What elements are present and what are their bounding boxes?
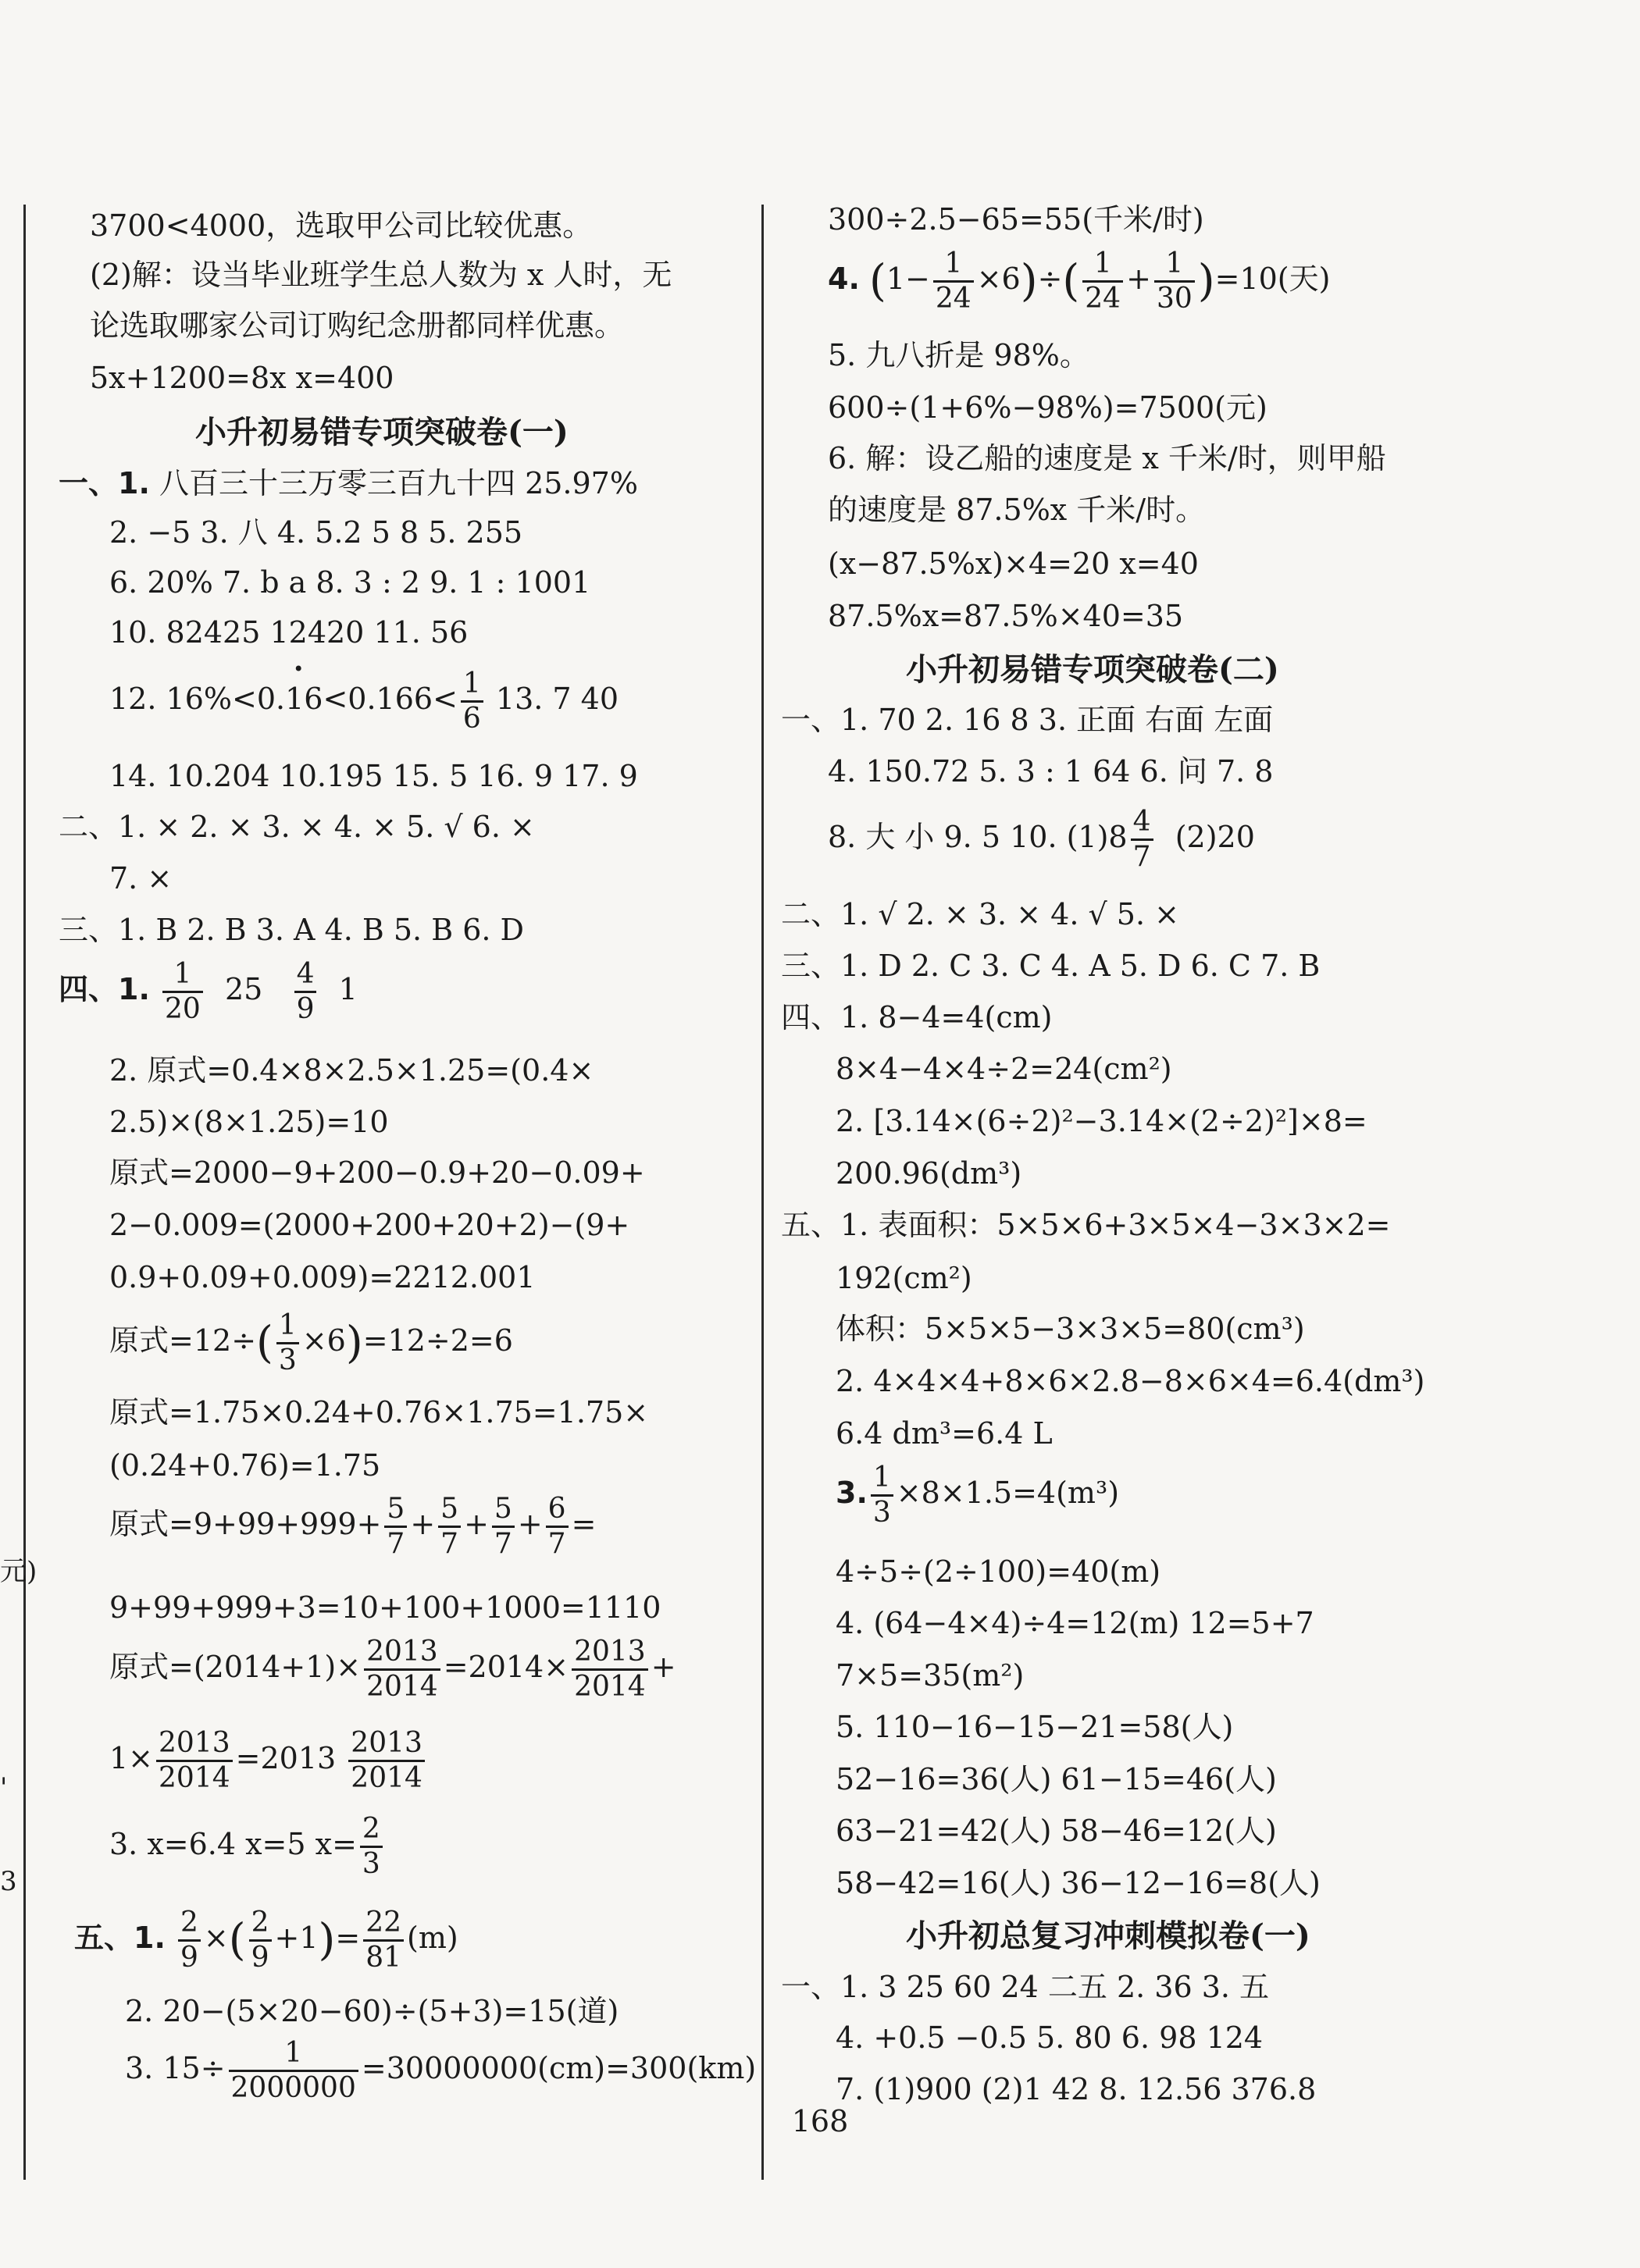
numerator: 1	[162, 960, 203, 993]
numerator: 1	[933, 250, 974, 283]
calc-line: 8×4−4×4÷2=24(cm²)	[836, 1052, 1172, 1086]
question-number: 五、1.	[74, 1921, 166, 1955]
calc-text: ×6	[301, 1323, 346, 1358]
numerator: 1	[229, 2039, 358, 2072]
fraction	[178, 1909, 201, 1972]
answer-line	[59, 468, 638, 498]
answer-line: 4. +0.5 −0.5 5. 80 6. 98 124	[836, 2021, 1264, 2055]
numerator: 5	[492, 1495, 515, 1528]
answer-text: 13. 7 40	[495, 682, 619, 716]
section-heading: 小升初易错专项突破卷(二)	[906, 651, 1279, 688]
numerator: 6	[546, 1495, 569, 1528]
calc-line: 2. 20−(5×20−60)÷(5+3)=15(道)	[125, 1994, 619, 2028]
calc-line: 6.4 dm³=6.4 L	[836, 1416, 1053, 1451]
fraction	[229, 2039, 358, 2102]
numerator: 2	[360, 1815, 383, 1848]
fraction	[348, 1729, 425, 1793]
answer-line: 三、1. D 2. C 3. C 4. A 5. D 6. C 7. B	[781, 949, 1321, 983]
fraction	[360, 1815, 383, 1878]
calc-line: 63−21=42(人) 58−46=12(人)	[836, 1814, 1277, 1848]
question-number: 一、1.	[59, 466, 150, 500]
answer-text: 八百三十三万零三百九十四 25.97%	[159, 466, 638, 500]
text-line: 5x+1200=8x x=400	[90, 361, 394, 395]
calc-text: (m)	[407, 1921, 458, 1955]
fraction	[162, 960, 203, 1024]
calc-line: 4. (1− $\frac{1}{24}$ ×6)÷( $\frac{1}{24}$ + $\frac{1}{30}$ )=10(天)	[828, 247, 1331, 315]
calc-line: 2. 4×4×4+8×6×2.8−8×6×4=6.4(dm³)	[836, 1364, 1425, 1398]
numerator: 1	[1154, 250, 1195, 283]
calc-text: 原式=9+99+999+	[109, 1507, 382, 1541]
section-heading: 小升初总复习冲刺模拟卷(一)	[906, 1917, 1310, 1954]
question-number: 4.	[828, 262, 860, 296]
fraction	[249, 1909, 272, 1972]
answer-line: 7. ×	[109, 861, 173, 895]
calc-line: 原式=9+99+999+ $\frac{5}{7}$ + $\frac{5}{7}$ + $\frac{5}{7}$ + $\frac{6}{7}$ =	[109, 1493, 597, 1560]
fraction	[364, 1638, 440, 1701]
fraction	[572, 1638, 648, 1701]
answer-text: 12. 16%<0.	[109, 682, 286, 716]
numerator: 2013	[156, 1729, 233, 1762]
answer-line: 10. 82425 12420 11. 56	[109, 615, 469, 650]
answer-line: 7. (1)900 (2)1 42 8. 12.56 376.8	[836, 2072, 1317, 2106]
denominator: 6	[462, 703, 481, 735]
numerator: 2013	[364, 1638, 440, 1671]
denominator: 24	[1085, 283, 1121, 315]
answer-text: 8. 大 小 9. 5 10. (1)8	[828, 820, 1128, 854]
calc-line: 的速度是 87.5%x 千米/时。	[828, 493, 1206, 527]
calc-line: 2−0.009=(2000+200+20+2)−(9+	[109, 1208, 630, 1242]
calc-line: 2. [3.14×(6÷2)²−3.14×(2÷2)²]×8=	[836, 1104, 1367, 1138]
answer-line: 二、1. √ 2. × 3. × 4. √ 5. ×	[781, 897, 1179, 931]
denominator: 7	[494, 1528, 512, 1560]
denominator: 2014	[574, 1671, 646, 1703]
denominator: 7	[547, 1528, 566, 1560]
page-number: 168	[791, 2104, 849, 2138]
text-line: 3700<4000，选取甲公司比较优惠。	[90, 208, 593, 243]
answer-text: 25	[224, 972, 263, 1006]
calc-line	[125, 2039, 756, 2102]
calc-line: 四、1. 8−4=4(cm)	[781, 1000, 1053, 1034]
calc-text: =12÷2=6	[362, 1323, 513, 1358]
question-number: 四、1.	[59, 972, 150, 1006]
numerator: 22	[363, 1909, 404, 1942]
calc-text: =30000000(cm)=300(km)	[361, 2051, 757, 2085]
numerator: 2013	[348, 1729, 425, 1762]
calc-line: 原式=(2014+1)× $\frac{2013}{2014}$ =2014× $\frac{2013}{2014}$ +	[109, 1636, 676, 1703]
denominator: 20	[164, 993, 201, 1025]
edge-mark: '	[0, 1772, 8, 1803]
fraction	[546, 1495, 569, 1558]
denominator: 24	[935, 283, 972, 315]
fraction	[384, 1495, 407, 1558]
calc-line: 87.5%x=87.5%×40=35	[828, 599, 1184, 633]
calc-line: 300÷2.5−65=55(千米/时)	[828, 202, 1204, 237]
calc-line	[109, 1815, 386, 1878]
answer-text: 1	[338, 972, 358, 1006]
fraction	[492, 1495, 515, 1558]
edge-mark: 3	[0, 1866, 17, 1897]
answer-line: 二、1. × 2. × 3. × 4. × 5. √ 6. ×	[59, 810, 535, 844]
answer-line: 6. 20% 7. b a 8. 3 : 2 9. 1 : 1001	[109, 565, 591, 600]
answer-line	[828, 808, 1255, 871]
calc-line	[836, 1464, 1119, 1527]
calc-line: 4÷5÷(2÷100)=40(m)	[836, 1554, 1161, 1589]
denominator: 3	[278, 1344, 297, 1376]
calc-line: 原式=12÷( $\frac{1}{3}$ ×6)=12÷2=6	[109, 1309, 513, 1376]
answer-text: (2)20	[1175, 820, 1255, 854]
numerator: 5	[384, 1495, 407, 1528]
answer-text: <0.166<	[323, 682, 458, 716]
edge-mark: 元)	[0, 1556, 37, 1587]
denominator: 3	[872, 1497, 891, 1529]
calc-text: =2013	[235, 1741, 337, 1775]
calc-text: 1×	[109, 1741, 154, 1775]
calc-text: 3. 15÷	[125, 2051, 226, 2085]
calc-line: 200.96(dm³)	[836, 1156, 1022, 1191]
fraction	[438, 1495, 461, 1558]
fraction	[871, 1464, 893, 1527]
answer-line: 一、1. 3 25 60 24 二五 2. 36 3. 五	[781, 1970, 1270, 2004]
numerator: 2013	[572, 1638, 648, 1671]
calc-line: 58−42=16(人) 36−12−16=8(人)	[836, 1866, 1321, 1900]
answer-line: 一、1. 70 2. 16 8 3. 正面 右面 左面	[781, 703, 1274, 737]
text-line: (2)解：设当毕业班学生总人数为 x 人时，无	[90, 258, 672, 292]
fraction	[1131, 808, 1153, 871]
denominator: 9	[296, 993, 315, 1025]
calc-line: 9+99+999+3=10+100+1000=1110	[109, 1590, 661, 1625]
denominator: 9	[251, 1942, 269, 1974]
answer-line: 三、1. B 2. B 3. A 4. B 5. B 6. D	[59, 913, 525, 947]
denominator: 2014	[366, 1671, 438, 1703]
answer-line: 14. 10.204 10.195 15. 5 16. 9 17. 9	[109, 759, 638, 793]
numerator: 4	[1131, 808, 1153, 841]
column-divider-rule	[761, 205, 764, 2180]
calc-line: 五、1. 表面积：5×5×6+3×5×4−3×3×2=	[781, 1208, 1391, 1242]
calc-line: 52−16=36(人) 61−15=46(人)	[836, 1762, 1277, 1796]
calc-line: (0.24+0.76)=1.75	[109, 1448, 381, 1483]
calc-line: 2. 原式=0.4×8×2.5×1.25=(0.4×	[109, 1053, 594, 1088]
denominator: 7	[1132, 841, 1151, 873]
numerator: 2	[249, 1909, 272, 1942]
calc-line: 192(cm²)	[836, 1261, 972, 1295]
answer-line	[109, 670, 619, 733]
question-number: 3.	[836, 1476, 868, 1510]
calc-text: ×8×1.5=4(m³)	[896, 1476, 1120, 1510]
calc-line: 6. 解：设乙船的速度是 x 千米/时，则甲船	[828, 441, 1386, 475]
calc-line: 600÷(1+6%−98%)=7500(元)	[828, 390, 1267, 425]
section-heading: 小升初易错专项突破卷(一)	[195, 414, 569, 450]
calc-line: 5. 九八折是 98%。	[828, 338, 1089, 372]
calc-line	[109, 1729, 428, 1793]
denominator: 2014	[351, 1762, 422, 1794]
fraction	[933, 247, 974, 315]
calc-text: =10(天)	[1214, 262, 1331, 296]
calc-line: 0.9+0.09+0.009)=2212.001	[109, 1260, 536, 1294]
fraction	[276, 1309, 299, 1376]
calc-line: 原式=1.75×0.24+0.76×1.75=1.75×	[109, 1395, 649, 1430]
answer-line: 2. −5 3. 八 4. 5.2 5 8 5. 255	[109, 515, 523, 550]
numerator: 1	[871, 1464, 893, 1497]
calc-text: 原式=12÷	[109, 1323, 257, 1358]
fraction	[294, 960, 317, 1024]
denominator: 7	[440, 1528, 459, 1560]
calc-line: 原式=2000−9+200−0.9+20−0.09+	[109, 1155, 645, 1190]
numerator: 2	[178, 1909, 201, 1942]
calc-line: 7×5=35(m²)	[836, 1658, 1025, 1693]
denominator: 30	[1156, 283, 1193, 315]
left-margin-rule	[23, 205, 26, 2180]
fraction	[461, 670, 483, 733]
text-line: 论选取哪家公司订购纪念册都同样优惠。	[90, 308, 625, 343]
numerator: 1	[1082, 250, 1123, 283]
answer-line: 4. 150.72 5. 3 : 1 64 6. 问 7. 8	[828, 754, 1274, 789]
calc-line: (x−87.5%x)×4=20 x=40	[828, 547, 1199, 581]
calc-line: 4. (64−4×4)÷4=12(m) 12=5+7	[836, 1606, 1314, 1640]
repeating-decimal: • 16	[285, 682, 323, 716]
fraction	[1082, 247, 1123, 315]
numerator: 4	[294, 960, 317, 993]
fraction	[156, 1729, 233, 1793]
numerator: 5	[438, 1495, 461, 1528]
fraction	[363, 1909, 404, 1972]
calc-text: 3. x=6.4 x=5 x=	[109, 1827, 357, 1861]
fraction	[1154, 247, 1195, 315]
calc-line: 2.5)×(8×1.25)=10	[109, 1105, 389, 1139]
calc-text: =2014×	[443, 1650, 569, 1684]
denominator: 9	[180, 1942, 198, 1974]
denominator: 2014	[159, 1762, 230, 1794]
denominator: 2000000	[230, 2072, 356, 2104]
denominator: 81	[365, 1942, 402, 1974]
calc-line: 体积：5×5×5−3×3×5=80(cm³)	[836, 1312, 1305, 1346]
denominator: 3	[362, 1848, 380, 1880]
numerator: 1	[276, 1312, 299, 1344]
answer-line	[59, 960, 358, 1024]
numerator: 1	[461, 670, 483, 703]
denominator: 7	[387, 1528, 405, 1560]
calc-line: 5. 110−16−15−21=58(人)	[836, 1710, 1234, 1744]
calc-text: 原式=(2014+1)×	[109, 1650, 362, 1684]
calc-line: 五、1. $\frac{2}{9}$ ×( $\frac{2}{9}$ +1)= $\frac{22}{81}$ (m)	[74, 1907, 458, 1974]
